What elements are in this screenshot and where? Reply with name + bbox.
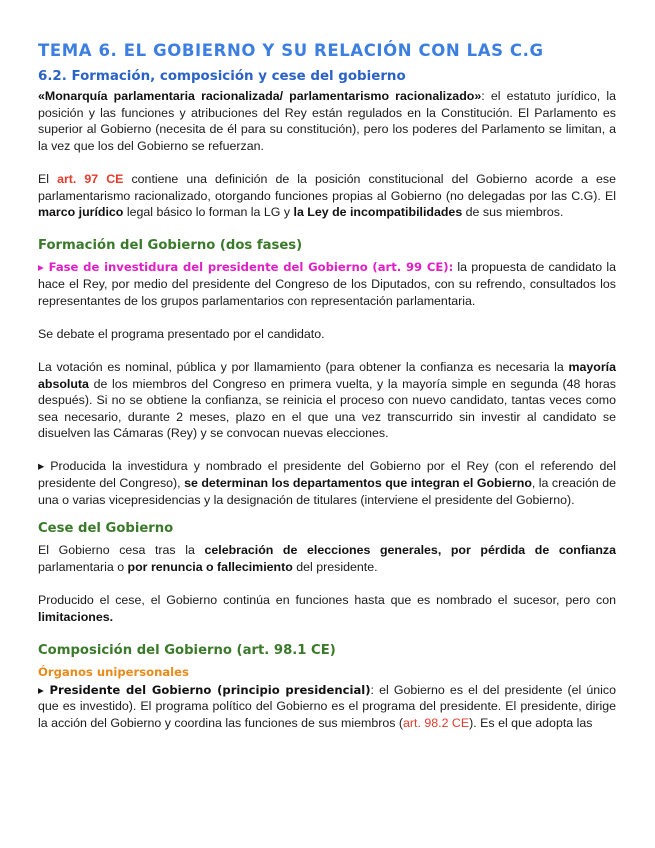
- paragraph-presidente: [38, 682, 616, 732]
- presidente-text-a: : el Gobierno es el del presidente (el único que es investido). El programa político del Gobierno es el programa del presidente. El presidente, dirige la acción del Gobierno y coordina las funciones de sus miembros (: [38, 682, 616, 730]
- section-subtitle: 6.2. Formación, composición y cese del gobierno: [38, 69, 406, 84]
- ley-bold: la Ley de incompatibilidades: [293, 205, 463, 220]
- cese-text-a: El Gobierno cesa tras la: [38, 543, 205, 558]
- fase-investidura-text: la propuesta de candidato la hace el Rey, por medio del presidente del Congreso de los Diputados, con su refrendo, consultados los representantes de los grupos parlamentarios con representación parlamentaria.: [38, 260, 616, 308]
- art97-text-c: legal básico lo forman la LG y: [123, 205, 294, 220]
- producida-text-b: , la creación de una o varias vicepresidencias y la designación de titulares (interviene el presidente del Gobierno).: [38, 476, 616, 507]
- producida-text-a: ▸ Producida la investidura y nombrado el presidente del Gobierno por el Rey (con el referendo del presidente del Congreso),: [38, 459, 616, 491]
- paragraph-intro: [38, 88, 616, 154]
- paragraph-en-funciones: [38, 592, 616, 625]
- departamentos-bold: se determinan los departamentos que integran el Gobierno: [184, 476, 532, 491]
- paragraph-votacion: [38, 359, 616, 442]
- presidente-text-b: ). Es el que adopta las: [469, 716, 593, 730]
- cese-bold-1: celebración de elecciones generales, por pérdida de confianza: [204, 543, 616, 558]
- paragraph-debate: Se debate el programa presentado por el candidato.: [38, 326, 325, 341]
- cese-heading: Cese del Gobierno: [38, 521, 174, 537]
- limitaciones-bold: limitaciones.: [38, 609, 114, 624]
- art97-text-b: contiene una definición de la posición constitucional del Gobierno acorde a ese parlamentarismo racionalizado, otorgando funciones propias al Gobierno (no delegadas por las C.G). El: [38, 171, 616, 203]
- organos-unipersonales-heading: Órganos unipersonales: [38, 664, 189, 679]
- paragraph-investidura: [38, 259, 616, 309]
- fase-investidura-label: ▸ Fase de investidura del presidente del Gobierno (art. 99 CE):: [38, 260, 454, 275]
- cese-text-c: del presidente.: [292, 559, 378, 574]
- marco-bold: marco jurídico: [38, 205, 124, 220]
- mayoria-absoluta-bold: mayoría absoluta: [38, 359, 616, 391]
- intro-bold: «Monarquía parlamentaria racionalizada/ parlamentarismo racionalizado»: [38, 89, 482, 103]
- votacion-text-a: La votación es nominal, pública y por llamamiento (para obtener la confianza es necesaria la: [38, 359, 569, 374]
- paragraph-cese: [38, 542, 616, 575]
- art97-ref: art. 97 CE: [57, 171, 124, 186]
- formacion-heading: Formación del Gobierno (dos fases): [38, 238, 303, 254]
- paragraph-producida: [38, 458, 616, 508]
- cese-text-b: parlamentaria o: [38, 559, 128, 574]
- votacion-text-b: de los miembros del Congreso en primera vuelta, y la mayoría simple en segunda (48 horas después). Si no se obtiene la confianza, se reinicia el proceso con nuevo candidato, tantas veces como sea necesario, durante 2 meses, plazo en el que una vez transcurrido sin investir al candidato se disuelven las Cámaras (Rey) y se convocan nuevas elecciones.: [38, 376, 616, 441]
- cese-bold-2: por renuncia o fallecimiento: [127, 559, 293, 574]
- page-title: TEMA 6. EL GOBIERNO Y SU RELACIÓN CON LAS C.G: [38, 41, 544, 60]
- art97-text-d: de sus miembros.: [462, 205, 564, 220]
- funciones-text: Producido el cese, el Gobierno continúa en funciones hasta que es nombrado el sucesor, pero con: [38, 593, 616, 608]
- art98-ref: art. 98.2 CE: [403, 716, 470, 730]
- art97-text-a: El: [38, 171, 58, 186]
- presidente-label: ▸ Presidente del Gobierno (principio presidencial): [38, 682, 371, 697]
- document-page: [38, 40, 616, 732]
- intro-text: : el estatuto jurídico, la posición y las funciones y atribuciones del Rey están regulados en la Constitución. El Parlamento es superior al Gobierno (necesita de él para su constitución), pero los poderes del Parlamento se limitan, a la vez que los del Gobierno se refuerzan.: [38, 89, 616, 153]
- paragraph-art97: [38, 171, 616, 221]
- composicion-heading: Composición del Gobierno (art. 98.1 CE): [38, 642, 336, 658]
